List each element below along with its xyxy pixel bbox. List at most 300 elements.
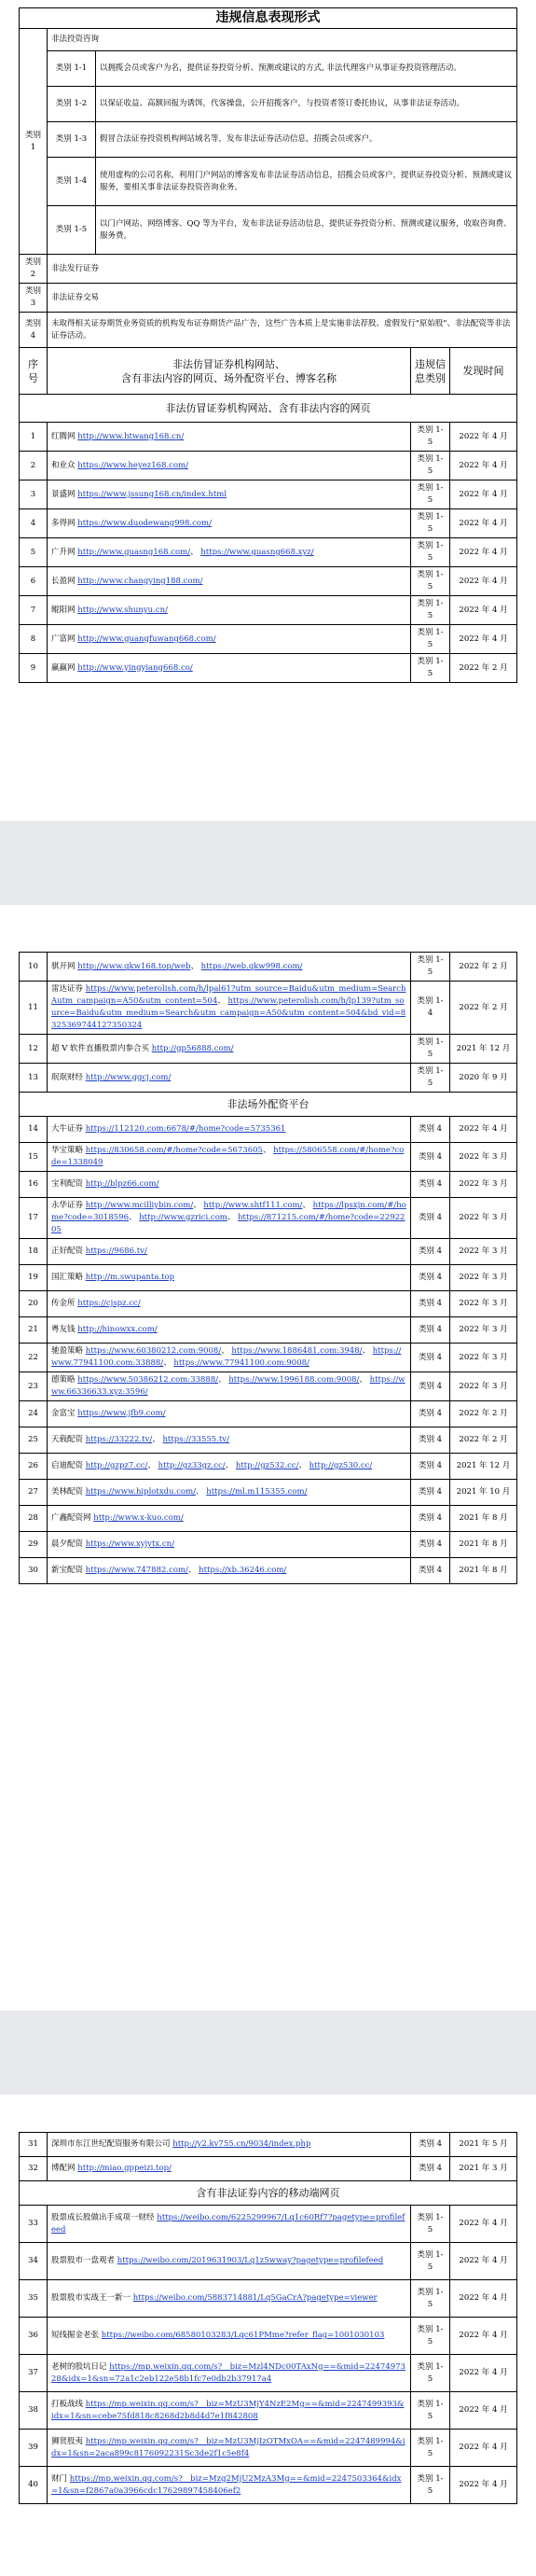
section-title: 非法场外配资平台	[20, 1093, 517, 1117]
url-separator: 、	[163, 1358, 174, 1368]
site-url-link[interactable]: http://hinowxx.com/	[77, 1325, 158, 1334]
site-url-link[interactable]: http://www.shunyu.cn/	[77, 605, 168, 615]
row-time: 2022 年 4 月	[450, 2280, 517, 2318]
table-row	[20, 1401, 517, 1427]
site-url-link[interactable]: http://gz33gz.cc/	[158, 1461, 226, 1470]
page-gap	[0, 2011, 536, 2095]
row-number: 14	[20, 1117, 48, 1143]
site-url-link[interactable]: https://9686.tv/	[85, 1246, 147, 1256]
site-url-link[interactable]: http://www.guasng168.com/	[77, 547, 191, 557]
row-number: 31	[20, 2133, 48, 2157]
table-row	[20, 2206, 517, 2243]
row-time: 2022 年 4 月	[450, 2430, 517, 2467]
row-name-cell	[48, 953, 411, 982]
sub-desc: 以门户网站、网络博客、QQ 等为平台，发布非法证券活动信息，提供证券投资分析、预测或建议服务，收取咨询费、服务费。	[96, 206, 517, 255]
url-separator: 、	[147, 1461, 158, 1470]
row-name-cell	[48, 1344, 411, 1372]
site-url-link[interactable]: https://33555.tv/	[162, 1435, 229, 1444]
row-category: 类别 1-5	[411, 509, 450, 538]
site-name: 老树的股坑日记	[51, 2361, 107, 2372]
site-url-link[interactable]: https://mp.weixin.qq.com/s?__biz=Mzl4NDc00TAxNg==&mid=2247497328&idx=1&sn=72a1c2eb122e58b1fc7e0db2b37917a4	[51, 2361, 405, 2384]
site-url-link[interactable]: https://www.xyjytx.cn/	[85, 1539, 174, 1549]
header-name	[48, 348, 411, 395]
row-name-cell	[48, 1265, 411, 1291]
site-url-link[interactable]: http://blpz66.com/	[85, 1179, 159, 1189]
url-separator: 、	[152, 1435, 163, 1444]
row-category: 类别 1-5	[411, 2355, 450, 2392]
url-separator: 、	[128, 1213, 140, 1222]
site-url-link[interactable]: https://www.heyez168.com/	[77, 460, 188, 470]
row-category: 类别 1-5	[411, 596, 450, 625]
table-row	[20, 953, 517, 982]
row-name-cell	[48, 2133, 411, 2157]
row-time: 2020 年 9 月	[450, 1064, 517, 1093]
row-category: 类别 4	[411, 1291, 450, 1317]
row-name-cell	[48, 1198, 411, 1239]
row-category: 类别 4	[411, 1265, 450, 1291]
site-name: 超 V 软件直播股票内参合买	[51, 1043, 150, 1053]
row-name-cell	[48, 509, 411, 538]
site-name: 正好配资	[51, 1246, 84, 1256]
url-separator: 、	[225, 1461, 236, 1470]
class-label: 类别 1	[20, 29, 48, 255]
site-name: 新宝配资	[51, 1566, 84, 1575]
site-url-link[interactable]: https://ml.m115355.com/	[206, 1487, 308, 1497]
row-name-cell	[48, 2355, 411, 2392]
site-name: 德策略	[51, 1375, 76, 1385]
site-url-link[interactable]: https://www.hiplotxdu.com/	[85, 1487, 197, 1497]
table-row	[20, 1506, 517, 1532]
site-name: 金富宝	[51, 1409, 76, 1418]
row-time: 2021 年 12 月	[450, 1035, 517, 1064]
url-separator: 、	[190, 961, 201, 971]
row-time: 2022 年 4 月	[450, 538, 517, 567]
row-number: 6	[20, 567, 48, 596]
row-time: 2021 年 8 月	[450, 1558, 517, 1584]
row-name-cell	[48, 1480, 411, 1506]
row-category: 类别 1-5	[411, 2280, 450, 2318]
row-time: 2022 年 4 月	[450, 480, 517, 509]
table-row	[20, 2318, 517, 2355]
site-url-link[interactable]: https://cjspz.cc/	[77, 1299, 141, 1308]
table-row	[20, 1143, 517, 1172]
site-url-link[interactable]: https://mp.weixin.qq.com/s?__biz=MzU3MjY4NzE2Mg==&mid=2247499393&idx=1&sn=cebe75fd818c8268d2b8d4d7e1f842808	[51, 2399, 405, 2421]
row-name-cell	[48, 1558, 411, 1584]
row-number: 36	[20, 2318, 48, 2355]
row-time: 2022 年 3 月	[450, 1291, 517, 1317]
sub-label: 类别 1-4	[48, 158, 96, 206]
site-url-link[interactable]: https://www.66336633.xyz:3596/	[51, 1375, 405, 1397]
row-number: 34	[20, 2243, 48, 2280]
site-name: 广鑫配资网	[51, 1513, 91, 1523]
table-row	[20, 1532, 517, 1558]
row-time: 2021 年 12 月	[450, 1454, 517, 1480]
table-row	[20, 1117, 517, 1143]
section-title: 含有非法证券内容的移动端网页	[20, 2181, 517, 2206]
row-time: 2022 年 4 月	[450, 2206, 517, 2243]
table-row	[20, 2280, 517, 2318]
site-name: 短线掘金老张	[51, 2331, 100, 2340]
site-url-link[interactable]: https://www.guasng668.xyz/	[200, 547, 314, 557]
site-url-link[interactable]: https://871215.com/#/home?code=2292205	[51, 1213, 405, 1234]
row-number: 27	[20, 1480, 48, 1506]
row-category: 类别 1-5	[411, 423, 450, 452]
url-separator: 、	[227, 1213, 239, 1222]
site-name: 红腾网	[51, 431, 76, 441]
url-separator: 、	[362, 1346, 373, 1356]
site-name: 深圳市东江世纪配资服务有限公司	[51, 2139, 171, 2149]
row-category: 类别 1-5	[411, 1035, 450, 1064]
row-time: 2021 年 8 月	[450, 1506, 517, 1532]
site-url-link[interactable]: http://www.x-kuo.com/	[93, 1513, 184, 1523]
row-category: 类别 4	[411, 1198, 450, 1239]
site-url-link[interactable]: http://www.mcilliybin.com/	[85, 1201, 194, 1210]
table-row	[20, 654, 517, 683]
row-time: 2022 年 4 月	[450, 625, 517, 654]
site-name: 狮贤股夷	[51, 2436, 84, 2446]
url-separator: 、	[359, 1375, 370, 1385]
row-time: 2022 年 4 月	[450, 2392, 517, 2430]
row-category: 类别 4	[411, 1239, 450, 1265]
row-name-cell	[48, 1427, 411, 1454]
row-name-cell	[48, 1291, 411, 1317]
row-category: 类别 4	[411, 1172, 450, 1198]
sub-label: 类别 1-1	[48, 51, 96, 87]
document-page-3	[0, 2095, 536, 2576]
row-number: 22	[20, 1344, 48, 1372]
url-separator: 、	[187, 1566, 199, 1575]
row-name-cell	[48, 567, 411, 596]
site-name: 华宝策略	[51, 1146, 84, 1155]
row-number: 10	[20, 953, 48, 982]
row-time: 2022 年 3 月	[450, 1143, 517, 1172]
row-number: 33	[20, 2206, 48, 2243]
table-row	[20, 1317, 517, 1344]
url-separator: 、	[218, 1375, 229, 1385]
row-time: 2021 年 10 月	[450, 1480, 517, 1506]
row-category: 类别 1-5	[411, 538, 450, 567]
site-url-link[interactable]: https://www.50386212.com:33888/	[77, 1375, 219, 1385]
table-row	[20, 1198, 517, 1239]
site-url-link[interactable]: https://www.jssung168.cn/index.html	[77, 489, 227, 499]
row-number: 18	[20, 1239, 48, 1265]
site-url-link[interactable]: http://gz530.cc/	[309, 1461, 373, 1470]
site-url-link[interactable]: http://www.changying188.com/	[77, 576, 203, 586]
row-time: 2022 年 4 月	[450, 452, 517, 480]
site-url-link[interactable]: https://www.1996188.com:9008/	[228, 1375, 360, 1385]
row-number: 17	[20, 1198, 48, 1239]
sub-desc: 使用虚构的公司名称，利用门户网站的博客发布非法证券活动信息，招揽会员或客户，提供证券投资分析、预测或建议服务，要相关事非法证券投资咨询业务。	[96, 158, 517, 206]
site-name: 美林配资	[51, 1487, 84, 1497]
row-category: 类别 1-5	[411, 2430, 450, 2467]
row-category: 类别 4	[411, 2133, 450, 2157]
site-url-link[interactable]: http://gz532.cc/	[235, 1461, 299, 1470]
row-name-cell	[48, 596, 411, 625]
site-url-link[interactable]: https://830658.com/#/home?code=5673605	[85, 1146, 263, 1155]
site-name: 宝利配资	[51, 1179, 84, 1189]
table-row	[20, 423, 517, 452]
row-category: 类别 1-5	[411, 2318, 450, 2355]
table-row	[20, 509, 517, 538]
class-desc: 未取得相关证券期货业务资质的机构发布证券期货产品广告，这些广告本质上是实施非法荐股、虚假发行"原始股"、非法配资等非法证券活动。	[48, 313, 517, 348]
document-page-1	[0, 0, 536, 821]
site-url-link[interactable]: http://www.ggcj.com/	[85, 1072, 172, 1082]
site-name: 广富网	[51, 634, 76, 644]
site-name: 长盈网	[51, 576, 76, 586]
row-number: 25	[20, 1427, 48, 1454]
row-name-cell	[48, 1317, 411, 1344]
site-url-link[interactable]: https://mp.weixin.qq.com/s?__biz=Mzg2MjU2MzA3Mg==&mid=2247503364&idx=1&sn=f2867a0a3966cdc17629897458406ef2	[51, 2473, 402, 2496]
table-row	[20, 2133, 517, 2157]
row-time: 2022 年 2 月	[450, 654, 517, 683]
row-number: 5	[20, 538, 48, 567]
site-url-link[interactable]: http://www.guangfuwang668.com/	[77, 634, 216, 644]
site-name: 多得网	[51, 518, 76, 528]
row-category: 类别 4	[411, 1344, 450, 1372]
row-category: 类别 4	[411, 1506, 450, 1532]
row-time: 2022 年 3 月	[450, 1344, 517, 1372]
site-url-link[interactable]: http://miao.gppeizi.top/	[77, 2164, 172, 2173]
site-url-link[interactable]: https://www.jfb9.com/	[77, 1409, 166, 1418]
site-name: 博配网	[51, 2164, 76, 2173]
site-url-link[interactable]: http://www.htwang168.cn/	[77, 431, 185, 441]
row-time: 2022 年 4 月	[450, 2318, 517, 2355]
site-url-link[interactable]: https://112120.com:6678/#/home?code=5735361	[85, 1124, 286, 1134]
table-row	[20, 2430, 517, 2467]
table-row	[20, 2467, 517, 2504]
site-url-link[interactable]: https://www.1886481.com:3948/	[231, 1346, 363, 1356]
site-url-link[interactable]: http://www.gzrici.com	[139, 1213, 227, 1222]
row-category: 类别 4	[411, 1480, 450, 1506]
row-number: 20	[20, 1291, 48, 1317]
row-name-cell	[48, 2318, 411, 2355]
row-time: 2022 年 4 月	[450, 423, 517, 452]
sub-desc: 以保证收益、高额回报为诱饵，代客操盘，公开招揽客户，与投资者签订委托协议，从事非法证券活动。	[96, 87, 517, 122]
row-number: 4	[20, 509, 48, 538]
row-name-cell	[48, 1372, 411, 1401]
row-category: 类别 1-5	[411, 2206, 450, 2243]
header-name-line2: 含有非法内容的网页、场外配资平台、博客名称	[121, 371, 337, 384]
url-separator: 、	[302, 1201, 313, 1210]
row-category: 类别 4	[411, 1532, 450, 1558]
url-separator: 、	[193, 1201, 204, 1210]
site-url-link[interactable]: https://www.60380212.com:9008/	[85, 1346, 222, 1356]
row-name-cell	[48, 2467, 411, 2504]
row-number: 7	[20, 596, 48, 625]
row-category: 类别 4	[411, 1454, 450, 1480]
site-name: 国汇策略	[51, 1273, 84, 1282]
row-category: 类别 4	[411, 1558, 450, 1584]
site-url-link[interactable]: https://www.peterolish.com/h/lp139?utm_source=Baidu&utm_medium=Search&utm_campaign=A50&utm_content=504&bd_vid=8325369744127350324	[51, 996, 406, 1030]
row-category: 类别 4	[411, 1143, 450, 1172]
class-desc: 非法证券交易	[48, 284, 517, 313]
row-number: 32	[20, 2157, 48, 2181]
site-name: 赢赢网	[51, 662, 76, 673]
site-url-link[interactable]: https://xb.36246.com/	[199, 1566, 287, 1575]
site-url-link[interactable]: http://m.swupanta.top	[85, 1273, 175, 1282]
row-time: 2022 年 2 月	[450, 1427, 517, 1454]
header-seq: 序号	[20, 348, 48, 395]
row-category: 类别 1-5	[411, 953, 450, 982]
table-row	[20, 1372, 517, 1401]
row-category: 类别 1-5	[411, 1064, 450, 1093]
row-time: 2022 年 4 月	[450, 1117, 517, 1143]
row-time: 2022 年 2 月	[450, 982, 517, 1035]
row-number: 3	[20, 480, 48, 509]
url-separator: 、	[262, 1146, 274, 1155]
table-row	[20, 2392, 517, 2430]
site-name: 股票成长股做出手成项一财经	[51, 2212, 155, 2222]
url-separator: 、	[298, 1461, 309, 1470]
row-category: 类别 4	[411, 1372, 450, 1401]
site-name: 启迪配资	[51, 1461, 84, 1470]
url-separator: 、	[217, 996, 228, 1006]
site-url-link[interactable]: http://gzpz7.cc/	[85, 1461, 148, 1470]
table-row	[20, 1344, 517, 1372]
row-number: 16	[20, 1172, 48, 1198]
sub-desc: 以拥揽会员或客户为名，提供证券投资分析、预测或建议的方式, 非法代理客户从事证券投资管理活动。	[96, 51, 517, 87]
site-url-link[interactable]: http://gp56888.com/	[151, 1043, 234, 1053]
site-url-link[interactable]: http://www.yingyiang668.co/	[77, 662, 193, 673]
site-name: 财门	[51, 2473, 68, 2484]
site-name: 传金所	[51, 1299, 76, 1308]
row-time: 2022 年 3 月	[450, 1317, 517, 1344]
class-name: 非法投资咨询	[48, 29, 517, 51]
site-url-link[interactable]: https://mp.weixin.qq.com/s?__biz=MzU3MjIzOTMxOA==&mid=2247489994&idx=1&sn=2aca899c8176092231Sc3de2f1c5e8f4	[51, 2436, 405, 2458]
row-time: 2022 年 2 月	[450, 953, 517, 982]
table-row	[20, 2355, 517, 2392]
row-name-cell	[48, 1117, 411, 1143]
site-url-link[interactable]: https://weibo.com/2019631903/Lq1z5wway?pagetype=profilefeed	[117, 2256, 384, 2265]
row-name-cell	[48, 1143, 411, 1172]
site-name: 打板战线	[51, 2399, 84, 2409]
sub-desc: 假冒合法证券投资机构网站域名等，发布非法证券活动信息，招揽会员或客户。	[96, 122, 517, 158]
class-label: 类别 3	[20, 284, 48, 313]
row-time: 2021 年 3 月	[450, 2157, 517, 2181]
table-row	[20, 625, 517, 654]
table-title: 违规信息表现形式	[20, 8, 517, 29]
table-row	[20, 2157, 517, 2181]
site-name: 鲲阳网	[51, 605, 76, 615]
row-category: 类别 1-5	[411, 654, 450, 683]
row-number: 21	[20, 1317, 48, 1344]
row-name-cell	[48, 654, 411, 683]
row-name-cell	[48, 1506, 411, 1532]
row-number: 2	[20, 452, 48, 480]
site-name: 驰盈策略	[51, 1346, 84, 1356]
violation-list-table-2	[19, 952, 517, 1584]
row-name-cell	[48, 1239, 411, 1265]
site-url-link[interactable]: https://www.duodewang998.com/	[77, 518, 212, 528]
table-row	[20, 1064, 517, 1093]
row-number: 15	[20, 1143, 48, 1172]
site-name: 珉珉财经	[51, 1072, 84, 1082]
table-row	[20, 567, 517, 596]
row-name-cell	[48, 1532, 411, 1558]
sub-label: 类别 1-2	[48, 87, 96, 122]
site-url-link[interactable]: https://www.peterolish.com/h/lpal61?utm_source=Baidu&utm_medium=SearchAutm_campaign=A50&utm_content=504	[51, 984, 406, 1006]
class-desc: 非法发行证券	[48, 255, 517, 284]
site-url-link[interactable]: http://y2.kv755.cn/9034/index.php	[172, 2139, 311, 2149]
site-url-link[interactable]: https://www.77941100.com:9008/	[173, 1358, 309, 1368]
site-name: 天载配资	[51, 1435, 84, 1444]
row-category: 类别 1-5	[411, 452, 450, 480]
row-category: 类别 1-5	[411, 2392, 450, 2430]
class-label: 类别 4	[20, 313, 48, 348]
row-number: 24	[20, 1401, 48, 1427]
row-name-cell	[48, 2157, 411, 2181]
header-category: 违规信息类别	[411, 348, 450, 395]
row-number: 11	[20, 982, 48, 1035]
row-number: 23	[20, 1372, 48, 1401]
row-number: 37	[20, 2355, 48, 2392]
site-url-link[interactable]: https://weibo.com/5883714881/Lq5GaCrA?pagetype=viewer	[132, 2293, 378, 2303]
site-url-link[interactable]: http://www.shtf111.com/	[203, 1201, 303, 1210]
site-url-link[interactable]: https://5806558.com/#/home?code=1338049	[51, 1146, 405, 1167]
row-name-cell	[48, 538, 411, 567]
site-url-link[interactable]: https://33222.tv/	[85, 1435, 153, 1444]
violation-forms-table	[19, 7, 517, 348]
site-url-link[interactable]: https://www.77941100.com:33888/	[51, 1346, 402, 1368]
row-number: 40	[20, 2467, 48, 2504]
table-row	[20, 982, 517, 1035]
site-url-link[interactable]: https://web.qkw998.com/	[200, 961, 303, 971]
site-url-link[interactable]: https://lpsxjn.com/#/home?code=3018596	[51, 1201, 406, 1222]
table-row	[20, 538, 517, 567]
table-row	[20, 1480, 517, 1506]
row-name-cell	[48, 1172, 411, 1198]
row-time: 2022 年 3 月	[450, 1265, 517, 1291]
table-row	[20, 1239, 517, 1265]
row-time: 2022 年 2 月	[450, 1401, 517, 1427]
row-number: 38	[20, 2392, 48, 2430]
row-name-cell	[48, 982, 411, 1035]
site-name: 大牛证券	[51, 1124, 84, 1134]
row-number: 8	[20, 625, 48, 654]
url-separator: 、	[221, 1346, 232, 1356]
sub-label: 类别 1-3	[48, 122, 96, 158]
row-name-cell	[48, 2206, 411, 2243]
row-category: 类别 4	[411, 2157, 450, 2181]
site-name: 晨夕配资	[51, 1539, 84, 1549]
site-url-link[interactable]: https://weibo.com/68580103283/Lqc61PMme?refer_flag=1001030103	[101, 2331, 385, 2340]
site-name: 股票股市一盘观者	[51, 2256, 116, 2265]
site-url-link[interactable]: https://www.747882.com/	[85, 1566, 188, 1575]
row-category: 类别 1-5	[411, 480, 450, 509]
site-name: 粤友钱	[51, 1325, 76, 1334]
page-gap	[0, 821, 536, 905]
class-label: 类别 2	[20, 255, 48, 284]
site-url-link[interactable]: https://weibo.com/6225299967/Lq1c60Rf7?pagetype=profilefeed	[51, 2212, 405, 2235]
row-category: 类别 1-4	[411, 982, 450, 1035]
row-time: 2022 年 4 月	[450, 2243, 517, 2280]
row-name-cell	[48, 1035, 411, 1064]
table-row	[20, 1172, 517, 1198]
row-number: 26	[20, 1454, 48, 1480]
table-row	[20, 1427, 517, 1454]
table-row	[20, 1035, 517, 1064]
sub-label: 类别 1-5	[48, 206, 96, 255]
row-time: 2022 年 3 月	[450, 1198, 517, 1239]
row-category: 类别 4	[411, 1117, 450, 1143]
row-category: 类别 1-5	[411, 2467, 450, 2504]
site-name: 骐开网	[51, 961, 76, 971]
row-name-cell	[48, 1454, 411, 1480]
site-name: 永华证券	[51, 1201, 84, 1210]
row-number: 19	[20, 1265, 48, 1291]
site-url-link[interactable]: http://www.qkw168.top/web	[77, 961, 191, 971]
row-time: 2021 年 8 月	[450, 1532, 517, 1558]
